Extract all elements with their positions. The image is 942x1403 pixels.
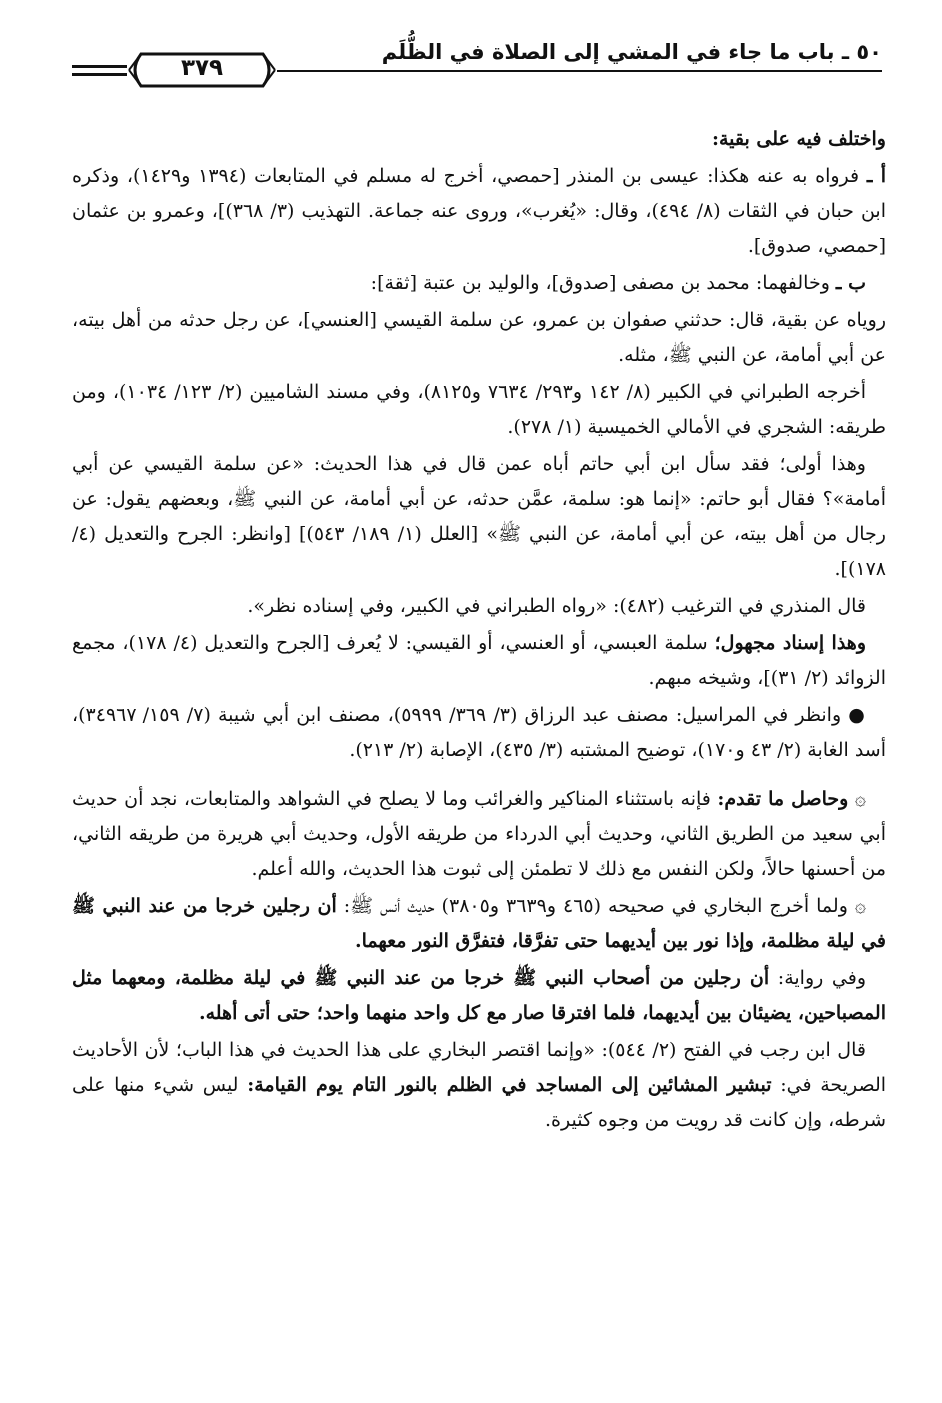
page-body (72, 122, 886, 1140)
header-rule-left-bottom (72, 73, 127, 76)
page-number-badge (127, 50, 277, 90)
paragraph: أخرجه الطبراني في الكبير (٨/ ١٤٢ و٢٩٣/ ٧٦٣٤ و٨١٢٥)، وفي مسند الشاميين (٢/ ١٢٣/ ١٠٣٤)، ومن طريقه: الشجري في الأمالي الخميسية (١/ ٢٧٨). (72, 381, 886, 438)
paragraph (72, 961, 886, 1031)
hadith-text: أن رجلين من أصحاب النبي ﷺ خرجا من عند النبي ﷺ في ليلة مظلمة، ومعهما مثل المصباحين، يضيئان بين أيديهما، فلما افترقا صار مع كل واحد منهما واحد؛ حتى أتى أهله. (72, 967, 886, 1024)
paragraph: روياه عن بقية، قال: حدثني صفوان بن عمرو، عن سلمة القيسي [العنسي]، عن رجل حدثه من أهل بيته، عن أبي أمامة، عن النبي ﷺ، مثله. (72, 309, 886, 366)
paragraph-text: وانظر في المراسيل: مصنف عبد الرزاق (٣/ ٣٦٩/ ٥٩٩٩)، مصنف ابن أبي شيبة (٧/ ١٥٩/ ٣٤٩٦٧)، أسد الغابة (٢/ ٤٣ و١٧٠)، توضيح المشتبه (٣/ ٤٣٥)، الإصابة (٢/ ٢١٣). (72, 704, 886, 761)
paragraph-lead: وهذا إسناد مجهول؛ (714, 632, 867, 654)
header-rule-right (277, 70, 882, 72)
paragraph (72, 782, 886, 887)
paragraph (72, 122, 886, 157)
header-rule-left-top (72, 65, 127, 68)
paragraph (72, 266, 886, 301)
paragraph-text: ولما أخرج البخاري في صحيحه (٤٦٥ و٣٦٣٩ و٣٨٠٥) حديث أنس ﷺ: (343, 895, 848, 917)
paragraph-text: فإنه باستثناء المناكير والغرائب وما لا يصلح في الشواهد والمتابعات، نجد أن حديث أبي سعيد من الطريق الثاني، وحديث أبي الدرداء من طريقه الأول، وحديث أبي هريرة من طريقه الثاني، من أحسنها حالاً، ولكن النفس مع ذلك لا تطمئن إلى ثبوت هذا الحديث، والله أعلم. (72, 788, 886, 880)
paragraph: وهذا أولى؛ فقد سأل ابن أبي حاتم أباه عمن قال في هذا الحديث: «عن سلمة القيسي عن أبي أمامة»؟ فقال أبو حاتم: «إنما هو: سلمة، عمَّن حدثه، عن أبي أمامة، عن النبي ﷺ، وبعضهم يقول: عن رجال من أهل بيته، عن أبي أمامة، عن النبي ﷺ» [العلل (١/ ١٨٩/ ٥٤٣)] [وانظر: الجرح والتعديل (٤/ ١٧٨)]. (72, 453, 886, 580)
ornament-icon: ۞ (854, 788, 866, 810)
ornament-icon: ۞ (854, 895, 867, 917)
page-number: ٣٧٩ (180, 55, 224, 81)
list-marker: أ ـ (866, 165, 886, 187)
paragraph-text: واختلف فيه على بقية: (711, 128, 886, 150)
paragraph-text: قال ابن رجب في الفتح (٢/ ٥٤٤): «وإنما اقتصر البخاري على هذا الحديث في هذا الباب؛ لأن الأحاديث الصريحة في: (72, 1039, 887, 1096)
paragraph-text: وخالفهما: محمد بن مصفى [صدوق]، والوليد بن عتبة [ثقة]: (370, 272, 830, 294)
bullet-icon: ● (848, 704, 866, 726)
paragraph-text: وفي رواية: (777, 967, 867, 989)
paragraph-text: فرواه به عنه هكذا: عيسى بن المنذر [حمصي، أخرج له مسلم في المتابعات (١٣٩٤ و١٤٢٩)، وذكره ابن حبان في الثقات (٨/ ٤٩٤)، وقال: «يُغرب»، وروى عنه جماعة. التهذيب (٣/ ٣٦٨)]، وعمرو بن عثمان [حمصي، صدوق]. (72, 165, 886, 257)
paragraph (72, 626, 886, 696)
hadith-text: أن رجلين خرجا من عند النبي ﷺ في ليلة مظلمة، وإذا نور بين أيديهما حتى تفرَّقا، فتفرَّق النور معهما. (72, 895, 886, 952)
paragraph-lead: وحاصل ما تقدم: (717, 788, 849, 810)
paragraph-text: ليس شيء منها على شرطه، وإن كانت قد رويت من وجوه كثيرة. (72, 1074, 886, 1131)
list-marker: ب ـ (835, 272, 866, 294)
paragraph-text: سلمة العبسي، أو العنسي، أو القيسي: لا يُعرف [الجرح والتعديل (٤/ ١٧٨)، مجمع الزوائد (٢/ ٣١)]، وشيخه مبهم. (72, 632, 886, 689)
chapter-title: ٥٠ ـ باب ما جاء في المشي إلى الصلاة في الظُّلَم (374, 40, 882, 64)
paragraph: قال المنذري في الترغيب (٤٨٢): «رواه الطبراني في الكبير، وفي إسناده نظر». (247, 595, 866, 617)
page-header (72, 40, 882, 102)
paragraph (72, 1033, 886, 1138)
paragraph (72, 698, 886, 768)
paragraph (72, 889, 886, 959)
quoted-heading: تبشير المشائين إلى المساجد في الظلم بالنور التام يوم القيامة: (247, 1074, 772, 1096)
paragraph (72, 159, 886, 264)
